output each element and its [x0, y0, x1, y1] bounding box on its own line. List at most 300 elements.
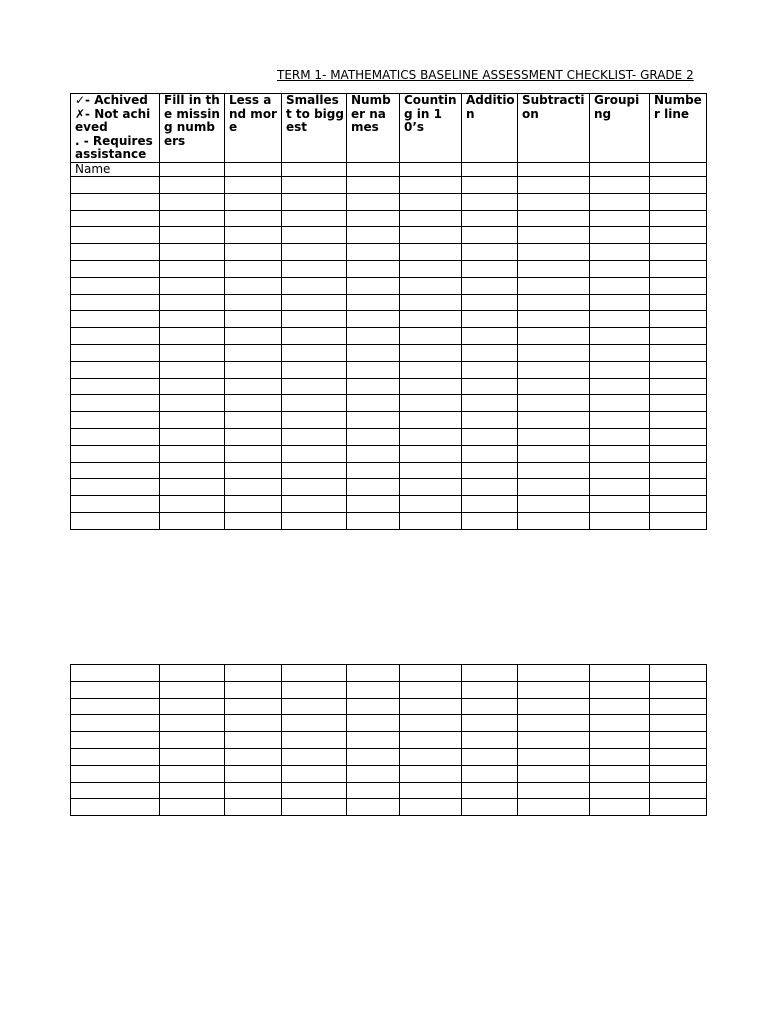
table-cell[interactable] — [160, 748, 225, 765]
table-cell[interactable] — [400, 748, 462, 765]
table-cell[interactable] — [71, 328, 160, 345]
table-cell[interactable] — [71, 496, 160, 513]
table-cell[interactable] — [71, 799, 160, 816]
table-cell[interactable] — [225, 428, 282, 445]
table-cell[interactable] — [160, 378, 225, 395]
table-cell[interactable] — [282, 311, 347, 328]
table-cell[interactable] — [160, 277, 225, 294]
table-cell[interactable] — [71, 378, 160, 395]
table-cell[interactable] — [590, 210, 650, 227]
table-cell[interactable] — [650, 715, 707, 732]
table-cell[interactable] — [590, 428, 650, 445]
table-cell[interactable] — [518, 462, 590, 479]
table-cell[interactable] — [400, 260, 462, 277]
table-cell[interactable] — [160, 479, 225, 496]
table-cell[interactable] — [225, 210, 282, 227]
table-cell[interactable] — [518, 479, 590, 496]
table-cell[interactable] — [590, 227, 650, 244]
table-cell[interactable] — [518, 177, 590, 194]
table-cell[interactable] — [518, 378, 590, 395]
table-cell[interactable] — [160, 361, 225, 378]
table-cell[interactable] — [282, 496, 347, 513]
table-cell[interactable] — [462, 496, 518, 513]
table-cell[interactable] — [590, 732, 650, 749]
table-cell[interactable] — [518, 445, 590, 462]
table-cell[interactable] — [160, 428, 225, 445]
table-cell[interactable] — [650, 665, 707, 682]
table-cell[interactable] — [347, 227, 400, 244]
table-cell[interactable] — [347, 748, 400, 765]
table-cell[interactable] — [347, 445, 400, 462]
table-cell[interactable] — [518, 227, 590, 244]
table-cell[interactable] — [160, 698, 225, 715]
table-cell[interactable] — [400, 479, 462, 496]
table-cell[interactable] — [400, 715, 462, 732]
table-cell[interactable] — [650, 748, 707, 765]
table-cell[interactable] — [590, 328, 650, 345]
table-cell[interactable] — [225, 177, 282, 194]
table-cell[interactable] — [650, 227, 707, 244]
table-cell[interactable] — [347, 412, 400, 429]
table-cell[interactable] — [590, 665, 650, 682]
table-cell[interactable] — [518, 681, 590, 698]
table-cell[interactable] — [590, 260, 650, 277]
table-cell[interactable] — [400, 445, 462, 462]
table-cell[interactable] — [650, 428, 707, 445]
table-cell[interactable] — [650, 445, 707, 462]
table-cell[interactable] — [160, 681, 225, 698]
table-cell[interactable] — [400, 698, 462, 715]
table-cell[interactable] — [225, 732, 282, 749]
table-cell[interactable] — [225, 328, 282, 345]
table-cell[interactable] — [400, 665, 462, 682]
table-cell[interactable] — [518, 210, 590, 227]
table-cell[interactable] — [590, 244, 650, 261]
table-cell[interactable] — [518, 732, 590, 749]
table-cell[interactable] — [518, 782, 590, 799]
table-cell[interactable] — [225, 395, 282, 412]
table-cell[interactable] — [650, 193, 707, 210]
table-cell[interactable] — [160, 177, 225, 194]
table-cell[interactable] — [71, 479, 160, 496]
table-cell[interactable] — [225, 715, 282, 732]
table-cell[interactable] — [347, 428, 400, 445]
table-cell[interactable] — [160, 311, 225, 328]
table-cell[interactable] — [282, 799, 347, 816]
table-cell[interactable] — [71, 462, 160, 479]
table-cell[interactable] — [518, 328, 590, 345]
table-cell[interactable] — [347, 479, 400, 496]
table-cell[interactable] — [225, 698, 282, 715]
table-cell[interactable] — [282, 681, 347, 698]
table-cell[interactable] — [282, 361, 347, 378]
table-cell[interactable] — [400, 395, 462, 412]
table-cell[interactable] — [282, 227, 347, 244]
table-cell[interactable] — [225, 260, 282, 277]
table-cell[interactable] — [282, 210, 347, 227]
table-cell[interactable] — [462, 344, 518, 361]
table-cell[interactable] — [347, 799, 400, 816]
table-cell[interactable] — [282, 294, 347, 311]
table-cell[interactable] — [518, 277, 590, 294]
table-cell[interactable] — [462, 428, 518, 445]
table-cell[interactable] — [71, 698, 160, 715]
table-cell[interactable] — [347, 177, 400, 194]
table-cell[interactable] — [347, 665, 400, 682]
table-cell[interactable] — [347, 277, 400, 294]
table-cell[interactable] — [160, 665, 225, 682]
table-cell[interactable] — [462, 445, 518, 462]
table-cell[interactable] — [400, 732, 462, 749]
table-cell[interactable] — [462, 665, 518, 682]
table-cell[interactable] — [225, 361, 282, 378]
table-cell[interactable] — [347, 193, 400, 210]
table-cell[interactable] — [225, 665, 282, 682]
table-cell[interactable] — [518, 799, 590, 816]
table-cell[interactable] — [400, 378, 462, 395]
table-cell[interactable] — [225, 244, 282, 261]
table-cell[interactable] — [462, 311, 518, 328]
table-cell[interactable] — [282, 665, 347, 682]
table-cell[interactable] — [650, 294, 707, 311]
table-cell[interactable] — [225, 311, 282, 328]
table-cell[interactable] — [71, 665, 160, 682]
table-cell[interactable] — [160, 765, 225, 782]
table-cell[interactable] — [71, 361, 160, 378]
table-cell[interactable] — [347, 782, 400, 799]
table-cell[interactable] — [462, 227, 518, 244]
table-cell[interactable] — [462, 328, 518, 345]
table-cell[interactable] — [71, 193, 160, 210]
table-cell[interactable] — [650, 328, 707, 345]
table-cell[interactable] — [225, 445, 282, 462]
table-cell[interactable] — [71, 428, 160, 445]
table-cell[interactable] — [518, 698, 590, 715]
table-cell[interactable] — [590, 277, 650, 294]
table-cell[interactable] — [650, 732, 707, 749]
table-cell[interactable] — [225, 227, 282, 244]
table-cell[interactable] — [400, 496, 462, 513]
table-cell[interactable] — [590, 782, 650, 799]
table-cell[interactable] — [590, 193, 650, 210]
table-cell[interactable] — [347, 496, 400, 513]
table-cell[interactable] — [282, 715, 347, 732]
table-cell[interactable] — [71, 782, 160, 799]
table-cell[interactable] — [590, 748, 650, 765]
table-cell[interactable] — [160, 344, 225, 361]
table-cell[interactable] — [462, 512, 518, 529]
table-cell[interactable] — [347, 328, 400, 345]
table-cell[interactable] — [400, 782, 462, 799]
table-cell[interactable] — [71, 227, 160, 244]
table-cell[interactable] — [225, 412, 282, 429]
table-cell[interactable] — [462, 799, 518, 816]
table-cell[interactable] — [282, 512, 347, 529]
table-cell[interactable] — [518, 361, 590, 378]
table-cell[interactable] — [462, 698, 518, 715]
table-cell[interactable] — [225, 681, 282, 698]
table-cell[interactable] — [400, 328, 462, 345]
table-cell[interactable] — [590, 799, 650, 816]
table-cell[interactable] — [160, 732, 225, 749]
table-cell[interactable] — [462, 294, 518, 311]
table-cell[interactable] — [650, 177, 707, 194]
table-cell[interactable] — [518, 748, 590, 765]
table-cell[interactable] — [462, 260, 518, 277]
table-cell[interactable] — [347, 395, 400, 412]
table-cell[interactable] — [225, 765, 282, 782]
table-cell[interactable] — [160, 782, 225, 799]
table-cell[interactable] — [400, 210, 462, 227]
table-cell[interactable] — [650, 277, 707, 294]
table-cell[interactable] — [347, 681, 400, 698]
table-cell[interactable] — [282, 177, 347, 194]
table-cell[interactable] — [518, 311, 590, 328]
table-cell[interactable] — [462, 681, 518, 698]
table-cell[interactable] — [160, 328, 225, 345]
table-cell[interactable] — [225, 193, 282, 210]
table-cell[interactable] — [400, 412, 462, 429]
table-cell[interactable] — [347, 294, 400, 311]
table-cell[interactable] — [347, 260, 400, 277]
table-cell[interactable] — [282, 344, 347, 361]
table-cell[interactable] — [160, 210, 225, 227]
table-cell[interactable] — [400, 177, 462, 194]
table-cell[interactable] — [518, 512, 590, 529]
table-cell[interactable] — [518, 344, 590, 361]
table-cell[interactable] — [650, 210, 707, 227]
table-cell[interactable] — [518, 496, 590, 513]
table-cell[interactable] — [400, 344, 462, 361]
table-cell[interactable] — [462, 395, 518, 412]
table-cell[interactable] — [590, 698, 650, 715]
table-cell[interactable] — [225, 479, 282, 496]
table-cell[interactable] — [590, 311, 650, 328]
table-cell[interactable] — [590, 177, 650, 194]
table-cell[interactable] — [282, 479, 347, 496]
table-cell[interactable] — [518, 193, 590, 210]
table-cell[interactable] — [590, 765, 650, 782]
table-cell[interactable] — [650, 462, 707, 479]
table-cell[interactable] — [400, 227, 462, 244]
table-cell[interactable] — [650, 479, 707, 496]
table-cell[interactable] — [160, 227, 225, 244]
table-cell[interactable] — [400, 193, 462, 210]
table-cell[interactable] — [282, 412, 347, 429]
table-cell[interactable] — [400, 294, 462, 311]
table-cell[interactable] — [347, 698, 400, 715]
table-cell[interactable] — [590, 294, 650, 311]
table-cell[interactable] — [462, 361, 518, 378]
table-cell[interactable] — [590, 496, 650, 513]
table-cell[interactable] — [462, 412, 518, 429]
table-cell[interactable] — [650, 512, 707, 529]
table-cell[interactable] — [462, 782, 518, 799]
table-cell[interactable] — [160, 260, 225, 277]
table-cell[interactable] — [347, 765, 400, 782]
table-cell[interactable] — [518, 428, 590, 445]
table-cell[interactable] — [347, 311, 400, 328]
table-cell[interactable] — [347, 244, 400, 261]
table-cell[interactable] — [462, 748, 518, 765]
table-cell[interactable] — [347, 344, 400, 361]
table-cell[interactable] — [160, 512, 225, 529]
table-cell[interactable] — [462, 479, 518, 496]
table-cell[interactable] — [160, 445, 225, 462]
table-cell[interactable] — [71, 277, 160, 294]
table-cell[interactable] — [650, 799, 707, 816]
table-cell[interactable] — [225, 748, 282, 765]
table-cell[interactable] — [71, 395, 160, 412]
table-cell[interactable] — [347, 378, 400, 395]
table-cell[interactable] — [160, 412, 225, 429]
table-cell[interactable] — [71, 260, 160, 277]
table-cell[interactable] — [71, 177, 160, 194]
table-cell[interactable] — [462, 277, 518, 294]
table-cell[interactable] — [225, 378, 282, 395]
table-cell[interactable] — [71, 210, 160, 227]
table-cell[interactable] — [225, 799, 282, 816]
table-cell[interactable] — [650, 782, 707, 799]
table-cell[interactable] — [518, 412, 590, 429]
table-cell[interactable] — [282, 277, 347, 294]
table-cell[interactable] — [590, 715, 650, 732]
table-cell[interactable] — [462, 177, 518, 194]
table-cell[interactable] — [590, 378, 650, 395]
table-cell[interactable] — [160, 462, 225, 479]
table-cell[interactable] — [518, 294, 590, 311]
table-cell[interactable] — [400, 311, 462, 328]
table-cell[interactable] — [462, 193, 518, 210]
table-cell[interactable] — [400, 799, 462, 816]
table-cell[interactable] — [400, 361, 462, 378]
table-cell[interactable] — [160, 244, 225, 261]
table-cell[interactable] — [347, 732, 400, 749]
table-cell[interactable] — [590, 412, 650, 429]
table-cell[interactable] — [518, 765, 590, 782]
table-cell[interactable] — [225, 496, 282, 513]
table-cell[interactable] — [400, 462, 462, 479]
table-cell[interactable] — [282, 462, 347, 479]
table-cell[interactable] — [347, 462, 400, 479]
table-cell[interactable] — [462, 715, 518, 732]
table-cell[interactable] — [282, 748, 347, 765]
table-cell[interactable] — [71, 311, 160, 328]
table-cell[interactable] — [160, 193, 225, 210]
table-cell[interactable] — [462, 244, 518, 261]
table-cell[interactable] — [160, 799, 225, 816]
table-cell[interactable] — [650, 344, 707, 361]
table-cell[interactable] — [518, 395, 590, 412]
table-cell[interactable] — [71, 412, 160, 429]
table-cell[interactable] — [650, 311, 707, 328]
table-cell[interactable] — [400, 428, 462, 445]
table-cell[interactable] — [462, 210, 518, 227]
table-cell[interactable] — [282, 260, 347, 277]
table-cell[interactable] — [650, 244, 707, 261]
table-cell[interactable] — [590, 395, 650, 412]
table-cell[interactable] — [71, 244, 160, 261]
table-cell[interactable] — [71, 715, 160, 732]
table-cell[interactable] — [282, 765, 347, 782]
table-cell[interactable] — [650, 698, 707, 715]
table-cell[interactable] — [650, 765, 707, 782]
table-cell[interactable] — [282, 328, 347, 345]
table-cell[interactable] — [282, 782, 347, 799]
table-cell[interactable] — [462, 462, 518, 479]
table-cell[interactable] — [71, 748, 160, 765]
table-cell[interactable] — [347, 210, 400, 227]
table-cell[interactable] — [590, 445, 650, 462]
table-cell[interactable] — [400, 765, 462, 782]
table-cell[interactable] — [71, 765, 160, 782]
table-cell[interactable] — [282, 445, 347, 462]
table-cell[interactable] — [160, 496, 225, 513]
table-cell[interactable] — [650, 395, 707, 412]
table-cell[interactable] — [650, 260, 707, 277]
table-cell[interactable] — [71, 294, 160, 311]
table-cell[interactable] — [462, 765, 518, 782]
table-cell[interactable] — [282, 395, 347, 412]
table-cell[interactable] — [225, 462, 282, 479]
table-cell[interactable] — [347, 715, 400, 732]
table-cell[interactable] — [518, 244, 590, 261]
table-cell[interactable] — [518, 260, 590, 277]
table-cell[interactable] — [650, 681, 707, 698]
table-cell[interactable] — [518, 715, 590, 732]
table-cell[interactable] — [518, 665, 590, 682]
table-cell[interactable] — [347, 512, 400, 529]
table-cell[interactable] — [400, 512, 462, 529]
table-cell[interactable] — [71, 344, 160, 361]
table-cell[interactable] — [590, 361, 650, 378]
table-cell[interactable] — [590, 512, 650, 529]
table-cell[interactable] — [282, 193, 347, 210]
table-cell[interactable] — [400, 277, 462, 294]
table-cell[interactable] — [160, 294, 225, 311]
table-cell[interactable] — [282, 732, 347, 749]
table-cell[interactable] — [590, 681, 650, 698]
table-cell[interactable] — [225, 344, 282, 361]
table-cell[interactable] — [462, 732, 518, 749]
table-cell[interactable] — [462, 378, 518, 395]
table-cell[interactable] — [71, 445, 160, 462]
table-cell[interactable] — [590, 479, 650, 496]
table-cell[interactable] — [71, 681, 160, 698]
table-cell[interactable] — [347, 361, 400, 378]
table-cell[interactable] — [225, 294, 282, 311]
table-cell[interactable] — [650, 412, 707, 429]
table-cell[interactable] — [71, 512, 160, 529]
table-cell[interactable] — [71, 732, 160, 749]
table-cell[interactable] — [590, 344, 650, 361]
table-cell[interactable] — [282, 698, 347, 715]
table-cell[interactable] — [282, 244, 347, 261]
table-cell[interactable] — [590, 462, 650, 479]
table-cell[interactable] — [650, 361, 707, 378]
table-cell[interactable] — [160, 395, 225, 412]
table-cell[interactable] — [225, 512, 282, 529]
table-cell[interactable] — [282, 428, 347, 445]
table-cell[interactable] — [650, 378, 707, 395]
table-cell[interactable] — [400, 244, 462, 261]
table-cell[interactable] — [650, 496, 707, 513]
table-cell[interactable] — [225, 782, 282, 799]
table-cell[interactable] — [400, 681, 462, 698]
table-cell[interactable] — [282, 378, 347, 395]
table-cell[interactable] — [225, 277, 282, 294]
table-cell[interactable] — [160, 715, 225, 732]
